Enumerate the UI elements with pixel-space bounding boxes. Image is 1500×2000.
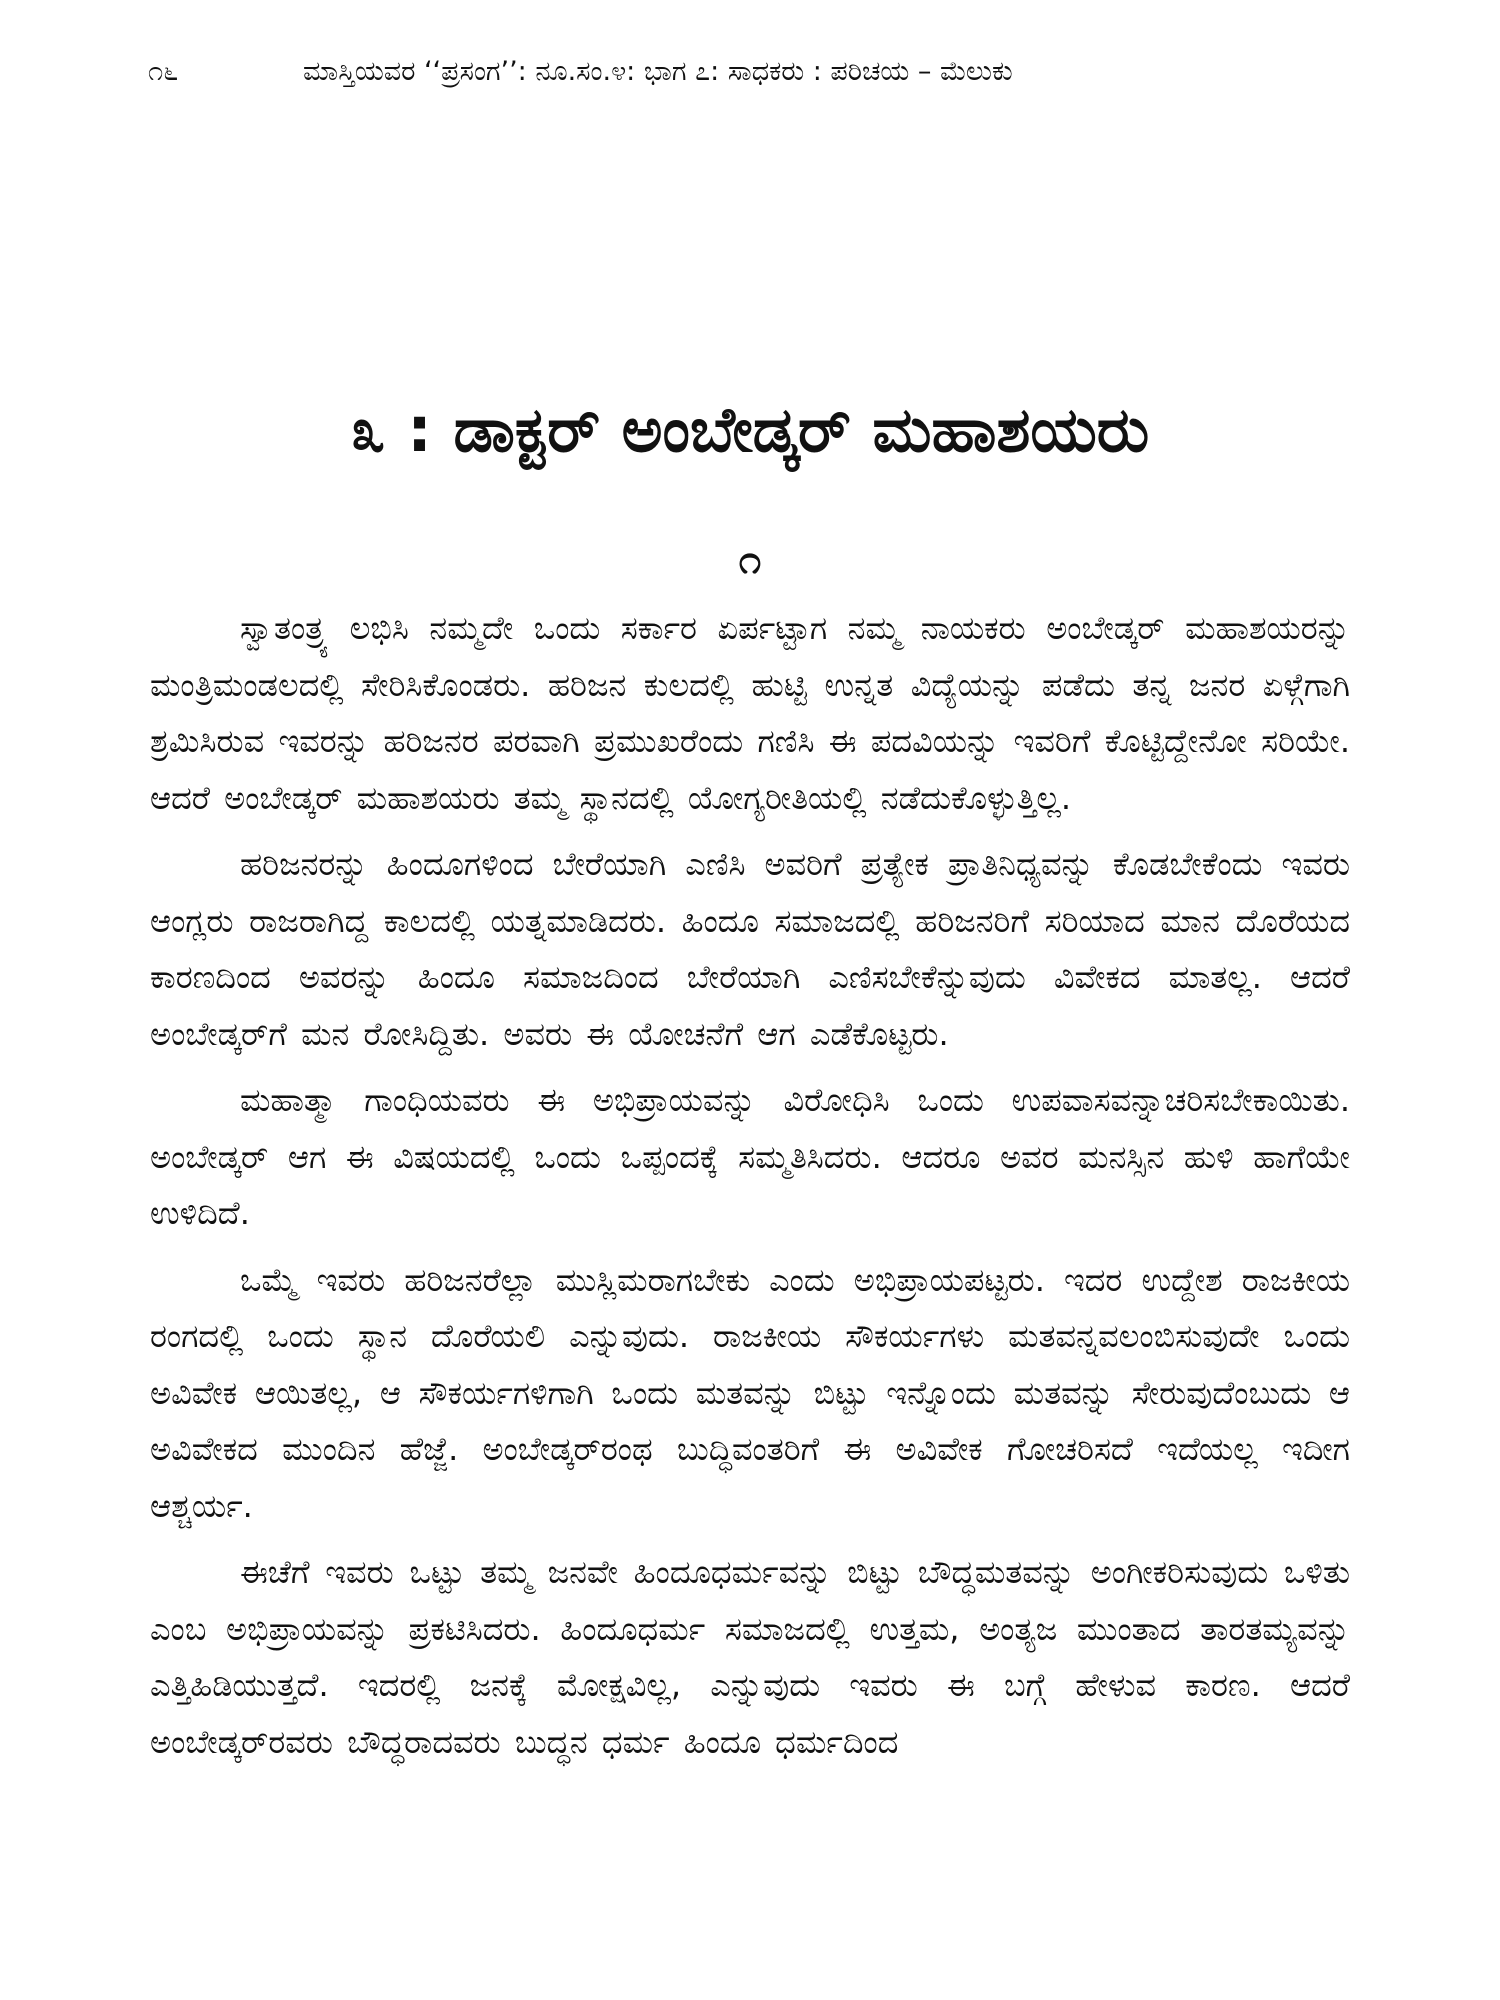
page-number: ೧೬	[148, 56, 179, 87]
paragraph-1: ಸ್ವಾತಂತ್ರ್ಯ ಲಭಿಸಿ ನಮ್ಮದೇ ಒಂದು ಸರ್ಕಾರ ಏರ್ಪಟ್ಟಾಗ ನಮ್ಮ ನಾಯಕರು ಅಂಬೇಡ್ಕರ್ ಮಹಾಶಯರನ್ನು ಮಂತ್ರಿಮಂಡಲದಲ್ಲಿ ಸೇರಿಸಿಕೊಂಡರು. ಹರಿಜನ ಕುಲದಲ್ಲಿ ಹುಟ್ಟಿ ಉನ್ನತ ವಿದ್ಯೆಯನ್ನು ಪಡೆದು ತನ್ನ ಜನರ ಏಳ್ಗೆಗಾಗಿ ಶ್ರಮಿಸಿರುವ ಇವರನ್ನು ಹರಿಜನರ ಪರವಾಗಿ ಪ್ರಮುಖರೆಂದು ಗಣಿಸಿ ಈ ಪದವಿಯನ್ನು ಇವರಿಗೆ ಕೊಟ್ಟಿದ್ದೇನೋ ಸರಿಯೇ. ಆದರೆ ಅಂಬೇಡ್ಕರ್ ಮಹಾಶಯರು ತಮ್ಮ ಸ್ಥಾನದಲ್ಲಿ ಯೋಗ್ಯರೀತಿಯಲ್ಲಿ ನಡೆದುಕೊಳ್ಳುತ್ತಿಲ್ಲ.	[150, 609, 1350, 817]
paragraph-3: ಮಹಾತ್ಮಾ ಗಾಂಧಿಯವರು ಈ ಅಭಿಪ್ರಾಯವನ್ನು ವಿರೋಧಿಸಿ ಒಂದು ಉಪವಾಸವನ್ನಾಚರಿಸಬೇಕಾಯಿತು. ಅಂಬೇಡ್ಕರ್ ಆಗ ಈ ವಿಷಯದಲ್ಲಿ ಒಂದು ಒಪ್ಪಂದಕ್ಕೆ ಸಮ್ಮತಿಸಿದರು. ಆದರೂ ಅವರ ಮನಸ್ಸಿನ ಹುಳಿ ಹಾಗೆಯೇ ಉಳಿದಿದೆ.	[150, 1081, 1350, 1232]
running-header-title: ಮಾಸ್ತಿಯವರ ‘‘ಪ್ರಸಂಗ’’: ನೂ.ಸಂ.೪: ಭಾಗ ೭: ಸಾಧಕರು : ಪರಿಚಯ – ಮೆಲುಕು	[303, 56, 1013, 87]
paragraph-5: ಈಚೆಗೆ ಇವರು ಒಟ್ಟು ತಮ್ಮ ಜನವೇ ಹಿಂದೂಧರ್ಮವನ್ನು ಬಿಟ್ಟು ಬೌದ್ಧಮತವನ್ನು ಅಂಗೀಕರಿಸುವುದು ಒಳಿತು ಎಂಬ ಅಭಿಪ್ರಾಯವನ್ನು ಪ್ರಕಟಿಸಿದರು. ಹಿಂದೂಧರ್ಮ ಸಮಾಜದಲ್ಲಿ ಉತ್ತಮ, ಅಂತ್ಯಜ ಮುಂತಾದ ತಾರತಮ್ಯವನ್ನು ಎತ್ತಿಹಿಡಿಯುತ್ತದೆ. ಇದರಲ್ಲಿ ಜನಕ್ಕೆ ಮೋಕ್ಷವಿಲ್ಲ, ಎನ್ನುವುದು ಇವರು ಈ ಬಗ್ಗೆ ಹೇಳುವ ಕಾರಣ. ಆದರೆ ಅಂಬೇಡ್ಕರ್‌ರವರು ಬೌದ್ಧರಾದವರು ಬುದ್ಧನ ಧರ್ಮ ಹಿಂದೂ ಧರ್ಮದಿಂದ	[150, 1553, 1350, 1761]
running-header	[148, 52, 1380, 92]
paragraph-4: ಒಮ್ಮೆ ಇವರು ಹರಿಜನರೆಲ್ಲಾ ಮುಸ್ಲಿಮರಾಗಬೇಕು ಎಂದು ಅಭಿಪ್ರಾಯಪಟ್ಟರು. ಇದರ ಉದ್ದೇಶ ರಾಜಕೀಯ ರಂಗದಲ್ಲಿ ಒಂದು ಸ್ಥಾನ ದೊರೆಯಲಿ ಎನ್ನುವುದು. ರಾಜಕೀಯ ಸೌಕರ್ಯಗಳು ಮತವನ್ನವಲಂಬಿಸುವುದೇ ಒಂದು ಅವಿವೇಕ ಆಯಿತಲ್ಲ, ಆ ಸೌಕರ್ಯಗಳಿಗಾಗಿ ಒಂದು ಮತವನ್ನು ಬಿಟ್ಟು ಇನ್ನೊಂದು ಮತವನ್ನು ಸೇರುವುದೆಂಬುದು ಆ ಅವಿವೇಕದ ಮುಂದಿನ ಹೆಜ್ಜೆ. ಅಂಬೇಡ್ಕರ್‌ರಂಥ ಬುದ್ಧಿವಂತರಿಗೆ ಈ ಅವಿವೇಕ ಗೋಚರಿಸದೆ ಇದೆಯಲ್ಲ ಇದೀಗ ಆಶ್ಚರ್ಯ.	[150, 1260, 1350, 1525]
chapter-title: ೩ : ಡಾಕ್ಟರ್ ಅಂಬೇಡ್ಕರ್ ಮಹಾಶಯರು	[350, 393, 1150, 466]
paragraph-2: ಹರಿಜನರನ್ನು ಹಿಂದೂಗಳಿಂದ ಬೇರೆಯಾಗಿ ಎಣಿಸಿ ಅವರಿಗೆ ಪ್ರತ್ಯೇಕ ಪ್ರಾತಿನಿಧ್ಯವನ್ನು ಕೊಡಬೇಕೆಂದು ಇವರು ಆಂಗ್ಲರು ರಾಜರಾಗಿದ್ದ ಕಾಲದಲ್ಲಿ ಯತ್ನಮಾಡಿದರು. ಹಿಂದೂ ಸಮಾಜದಲ್ಲಿ ಹರಿಜನರಿಗೆ ಸರಿಯಾದ ಮಾನ ದೊರೆಯದ ಕಾರಣದಿಂದ ಅವರನ್ನು ಹಿಂದೂ ಸಮಾಜದಿಂದ ಬೇರೆಯಾಗಿ ಎಣಿಸಬೇಕೆನ್ನುವುದು ವಿವೇಕದ ಮಾತಲ್ಲ. ಆದರೆ ಅಂಬೇಡ್ಕರ್‌ಗೆ ಮನ ರೋಸಿದ್ದಿತು. ಅವರು ಈ ಯೋಚನೆಗೆ ಆಗ ಎಡೆಕೊಟ್ಟರು.	[150, 845, 1350, 1053]
body-text	[150, 600, 1350, 1780]
section-number: ೧	[738, 537, 762, 583]
